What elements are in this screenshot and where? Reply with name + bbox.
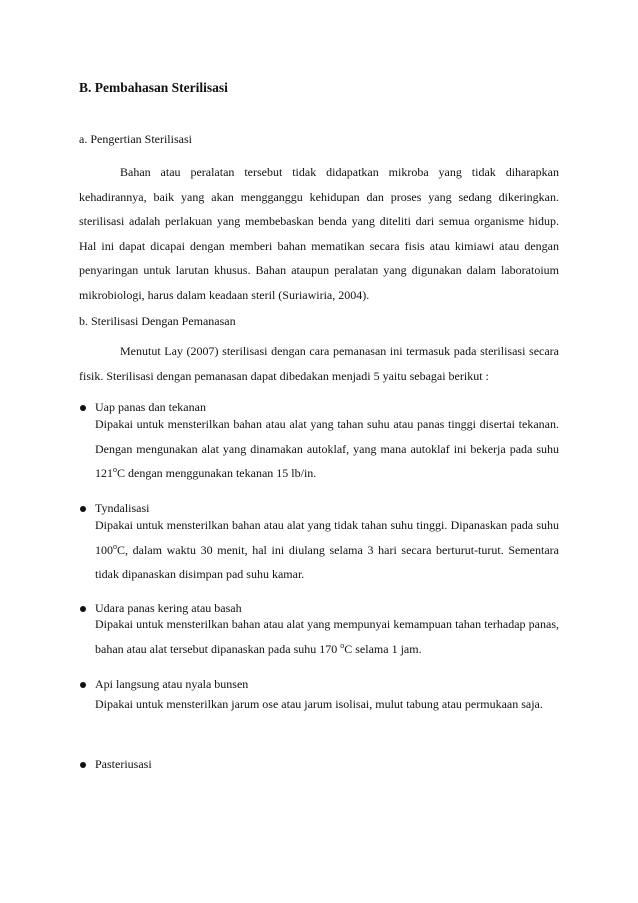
list-item-text: Dipakai untuk mensterilkan bahan atau alat yang tahan suhu atau panas tinggi disertai tekanan. Dengan mengunakan alat yang dinamakan autoklaf, yang mana autoklaf ini bekerja pada suhu 121 xyxy=(95,417,559,480)
section-heading: B. Pembahasan Sterilisasi xyxy=(79,80,228,95)
list-item-text-end: C, dalam waktu 30 menit, hal ini diulang selama 3 hari secara berturut-turut. Sementara tidak dipanaskan disimpan pad suhu kamar. xyxy=(95,542,559,581)
list-item-text: Dipakai untuk mensterilkan bahan atau alat yang tidak tahan suhu tinggi. Dipanaskan pada suhu 100 xyxy=(95,518,559,557)
bullet-icon xyxy=(80,762,86,768)
subsection-a-paragraph: Bahan atau peralatan tersebut tidak didapatkan mikroba yang tidak diharapkan kehadirannya, baik yang akan mengganggu kehidupan dan proses yang sedang dikeringkan. sterilisasi adalah perlakuan yang membebaskan benda yang diteliti dari semua organisme hidup. Hal ini dapat dicapai dengan memberi bahan mematikan secara fisis atau kimiawi atau dengan penyaringan untuk larutan khusus. Bahan ataupun peralatan yang digunakan dalam laboratoium mikrobiologi, harus dalam keadaan steril (Suriawiria, 2004). xyxy=(79,165,559,302)
list-item-text-end: C dengan menggunakan tekanan 15 lb/in. xyxy=(117,466,317,480)
bullet-icon xyxy=(80,405,86,411)
list-item-text: Dipakai untuk mensterilkan bahan atau alat yang mempunyai kemampuan tahan terhadap panas, bahan atau alat tersebut dipanaskan pada suhu 170 xyxy=(95,617,559,656)
list-item-title: Udara panas kering atau basah xyxy=(95,601,242,615)
bullet-icon xyxy=(80,506,86,512)
subsection-b-paragraph: Menutut Lay (2007) sterilisasi dengan cara pemanasan ini termasuk pada sterilisasi secara fisik. Sterilisasi dengan pemanasan dapat dibedakan menjadi 5 yaitu sebagai berikut : xyxy=(79,344,559,383)
subsection-a-title: a. Pengertian Sterilisasi xyxy=(79,132,192,146)
list-item-title: Uap panas dan tekanan xyxy=(95,400,206,414)
list-item-title: Api langsung atau nyala bunsen xyxy=(95,677,249,691)
degree-superscript: o xyxy=(340,640,345,650)
list-item-body xyxy=(95,412,559,486)
subsection-b-title: b. Sterilisasi Dengan Pemanasan xyxy=(79,314,236,328)
degree-superscript: o xyxy=(113,465,117,474)
list-item-body xyxy=(95,692,559,717)
list-item-title: Pasteriusasi xyxy=(95,757,152,771)
list-item-title: Tyndalisasi xyxy=(95,501,150,515)
list-item-body xyxy=(95,612,559,661)
bullet-icon xyxy=(80,682,86,688)
bullet-icon xyxy=(80,606,86,612)
list-item-text: Dipakai untuk mensterilkan jarum ose atau jarum isolisai, mulut tabung atau permukaan saja. xyxy=(95,697,543,711)
degree-superscript: o xyxy=(113,541,117,551)
list-item-text-end: C selama 1 jam. xyxy=(344,641,422,656)
list-item-body xyxy=(95,513,559,587)
